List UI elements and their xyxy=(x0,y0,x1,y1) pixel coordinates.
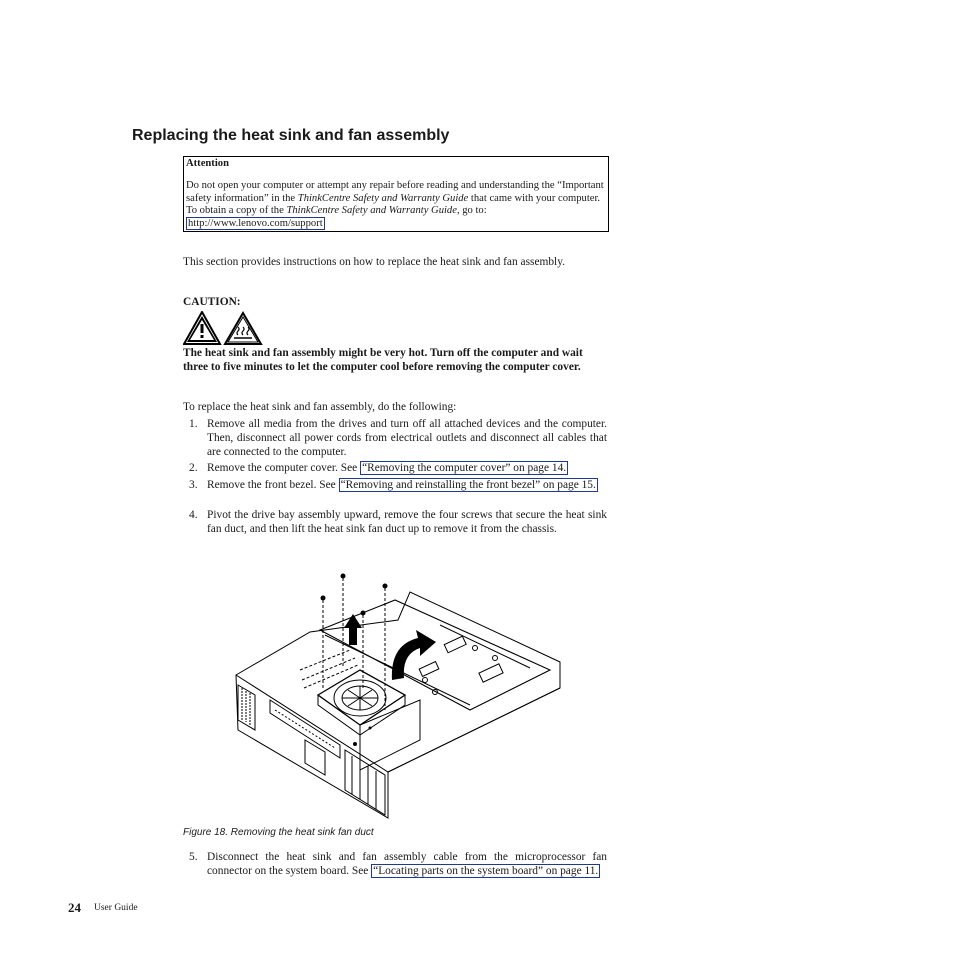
figure-caption: Figure 18. Removing the heat sink fan duct xyxy=(183,827,374,838)
step-text: Pivot the drive bay assembly upward, remove the four screws that secure the heat sink fan duct, and then lift the heat sink fan duct up to remove it from the chassis. xyxy=(207,509,607,535)
step-body xyxy=(207,851,607,879)
attention-text-3: , go to: xyxy=(456,205,487,217)
steps-intro: To replace the heat sink and fan assembly, do the following: xyxy=(183,401,457,413)
heat-sink-fan-duct-illustration xyxy=(230,570,570,820)
step-5-link[interactable]: “Locating parts on the system board” on page 11. xyxy=(373,864,599,877)
caution-text: The heat sink and fan assembly might be very hot. Turn off the computer and wait three to five minutes to let the computer cool before removing the computer cover. xyxy=(183,347,583,373)
intro-text: This section provides instructions on how to replace the heat sink and fan assembly. xyxy=(183,256,566,268)
pivot-arrow-icon xyxy=(392,630,436,680)
step-text: Remove all media from the drives and turn off all attached devices and the computer. Then, disconnect all power cords from electrical outlets and disconnect all cables that are connected to the computer. xyxy=(207,418,607,458)
warning-triangle-icon xyxy=(184,312,220,344)
step-3-link[interactable]: “Removing and reinstalling the front bezel” on page 15. xyxy=(340,479,596,491)
attention-box xyxy=(183,156,609,232)
attention-guide-title-2: ThinkCentre Safety and Warranty Guide xyxy=(286,205,457,217)
hot-surface-icon xyxy=(225,313,261,344)
step-text: Disconnect the heat sink and fan assembly cable from the microprocessor fan connector on the system board. See xyxy=(207,851,607,877)
caution-icons xyxy=(183,311,263,346)
step-number: 4. xyxy=(189,509,198,521)
step-number: 1. xyxy=(189,418,198,430)
attention-guide-title: ThinkCentre Safety and Warranty Guide xyxy=(297,192,469,204)
step-text: Remove the computer cover. See xyxy=(207,462,361,474)
support-url-link[interactable]: http://www.lenovo.com/support xyxy=(188,218,323,230)
step-number: 2. xyxy=(189,462,198,474)
attention-text: Do not open your computer or attempt any repair before reading and understanding the “Important safety information” in the xyxy=(186,179,604,204)
step-body xyxy=(207,479,607,493)
attention-title: Attention xyxy=(186,158,229,169)
caution-label: CAUTION: xyxy=(183,296,241,308)
section-heading: Replacing the heat sink and fan assembly xyxy=(132,127,450,144)
footer-title: User Guide xyxy=(94,903,138,913)
step-body xyxy=(207,462,607,476)
lift-arrow-icon xyxy=(344,614,362,645)
attention-text-2: that came with your computer. To obtain a copy of the xyxy=(186,192,601,217)
page-number: 24 xyxy=(68,900,81,915)
step-text: Remove the front bezel. See xyxy=(207,479,339,491)
step-2-link[interactable]: “Removing the computer cover” on page 14. xyxy=(362,462,567,474)
step-number: 3. xyxy=(189,479,198,491)
step-number: 5. xyxy=(189,851,198,863)
